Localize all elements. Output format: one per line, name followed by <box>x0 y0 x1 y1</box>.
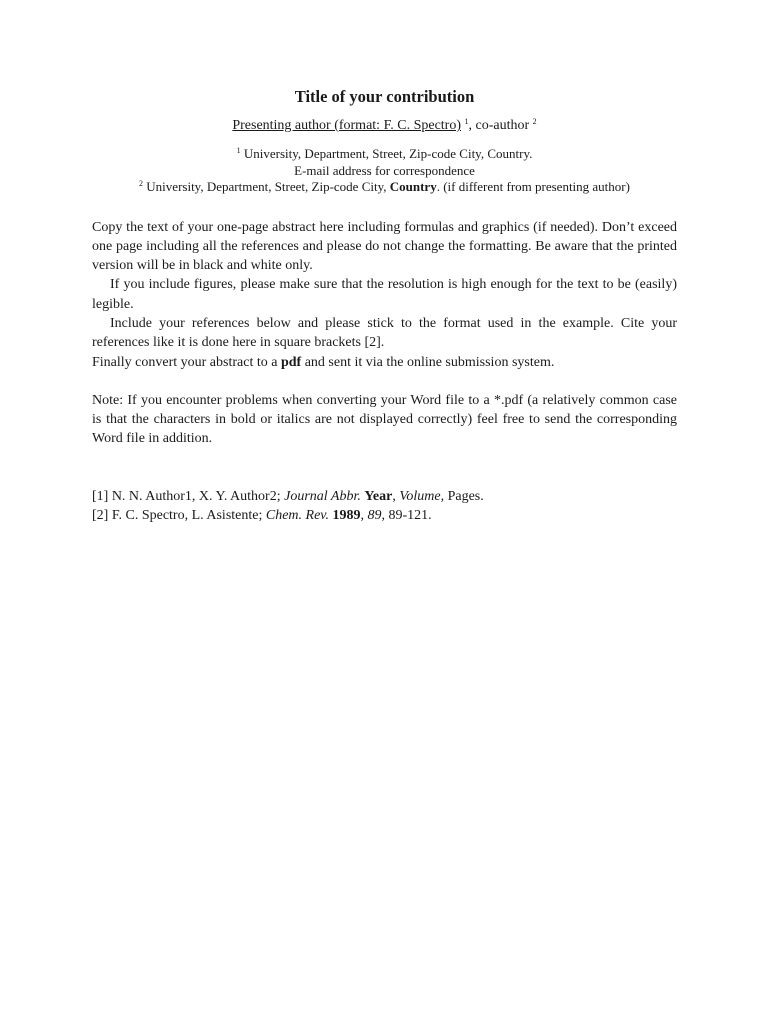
reference-2-journal: Chem. Rev. <box>265 508 329 524</box>
note-paragraph: Note: If you encounter problems when converting your Word file to a *.pdf (a relatively common case is that the characters in bold or italics are not displayed correctly) feel free to send the corresponding Word file in addition. <box>92 392 677 447</box>
paragraph-4 <box>92 353 677 372</box>
affiliation-1-text: University, Department, Street, Zip-code City, Country. <box>243 146 533 161</box>
affiliation-2-text: University, Department, Street, Zip-code City, <box>146 179 387 194</box>
affiliation-2-tail: . (if different from presenting author) <box>436 179 630 194</box>
reference-2-year: 1989 <box>332 508 361 524</box>
reference-1-journal: Journal Abbr. <box>284 488 361 504</box>
coauthor-affiliation-mark: 2 <box>532 117 537 126</box>
co-author: co-author <box>475 118 530 133</box>
correspondence-email: E-mail address for correspondence <box>294 162 475 178</box>
abstract-body <box>92 218 677 449</box>
paragraph-3: Include your references below and please stick to the format used in the example. Cite your references like it is done here in square brackets [2]. <box>92 315 677 351</box>
author-line <box>92 116 677 136</box>
paragraph-4-end: and sent it via the online submission system. <box>301 354 555 370</box>
author-separator: , <box>468 118 476 133</box>
reference-2-pages: , 89-121. <box>381 508 432 524</box>
reference-2-volume: 89 <box>367 508 382 524</box>
reference-2 <box>92 506 677 525</box>
reference-2-comma: , <box>360 508 368 524</box>
reference-1-year: Year <box>364 488 393 504</box>
reference-2-authors: [2] F. C. Spectro, L. Asistente; <box>92 508 266 524</box>
affiliation-2-mark: 2 <box>139 179 144 188</box>
paragraph-1: Copy the text of your one-page abstract here including formulas and graphics (if needed). Don’t exceed one page including all the references and please do not change the formatting. Be aware that the printed version will be in black and white only. <box>92 219 677 274</box>
presenting-author: Presenting author (format: F. C. Spectro) <box>232 118 461 133</box>
paragraph-4-bold: pdf <box>280 354 302 370</box>
affiliation-2-country: Country <box>389 179 437 194</box>
document-title: Title of your contribution <box>294 87 475 106</box>
affiliation-1-mark: 1 <box>236 146 241 155</box>
reference-1 <box>92 487 677 506</box>
reference-1-pages: Pages. <box>444 488 484 504</box>
reference-1-authors: [1] N. N. Author1, X. Y. Author2; <box>92 488 285 504</box>
affiliations <box>92 146 677 196</box>
affiliation-2 <box>92 179 677 196</box>
paragraph-2: If you include figures, please make sure that the resolution is high enough for the text to be (easily) legible. <box>92 277 677 312</box>
reference-1-comma: , <box>392 488 400 504</box>
presenter-affiliation-mark: 1 <box>464 117 469 126</box>
document-page <box>92 86 677 525</box>
affiliation-1 <box>92 146 677 163</box>
reference-1-volume: Volume, <box>399 488 445 504</box>
paragraph-4-start: Finally convert your abstract to a <box>92 354 281 370</box>
reference-list <box>92 487 677 526</box>
